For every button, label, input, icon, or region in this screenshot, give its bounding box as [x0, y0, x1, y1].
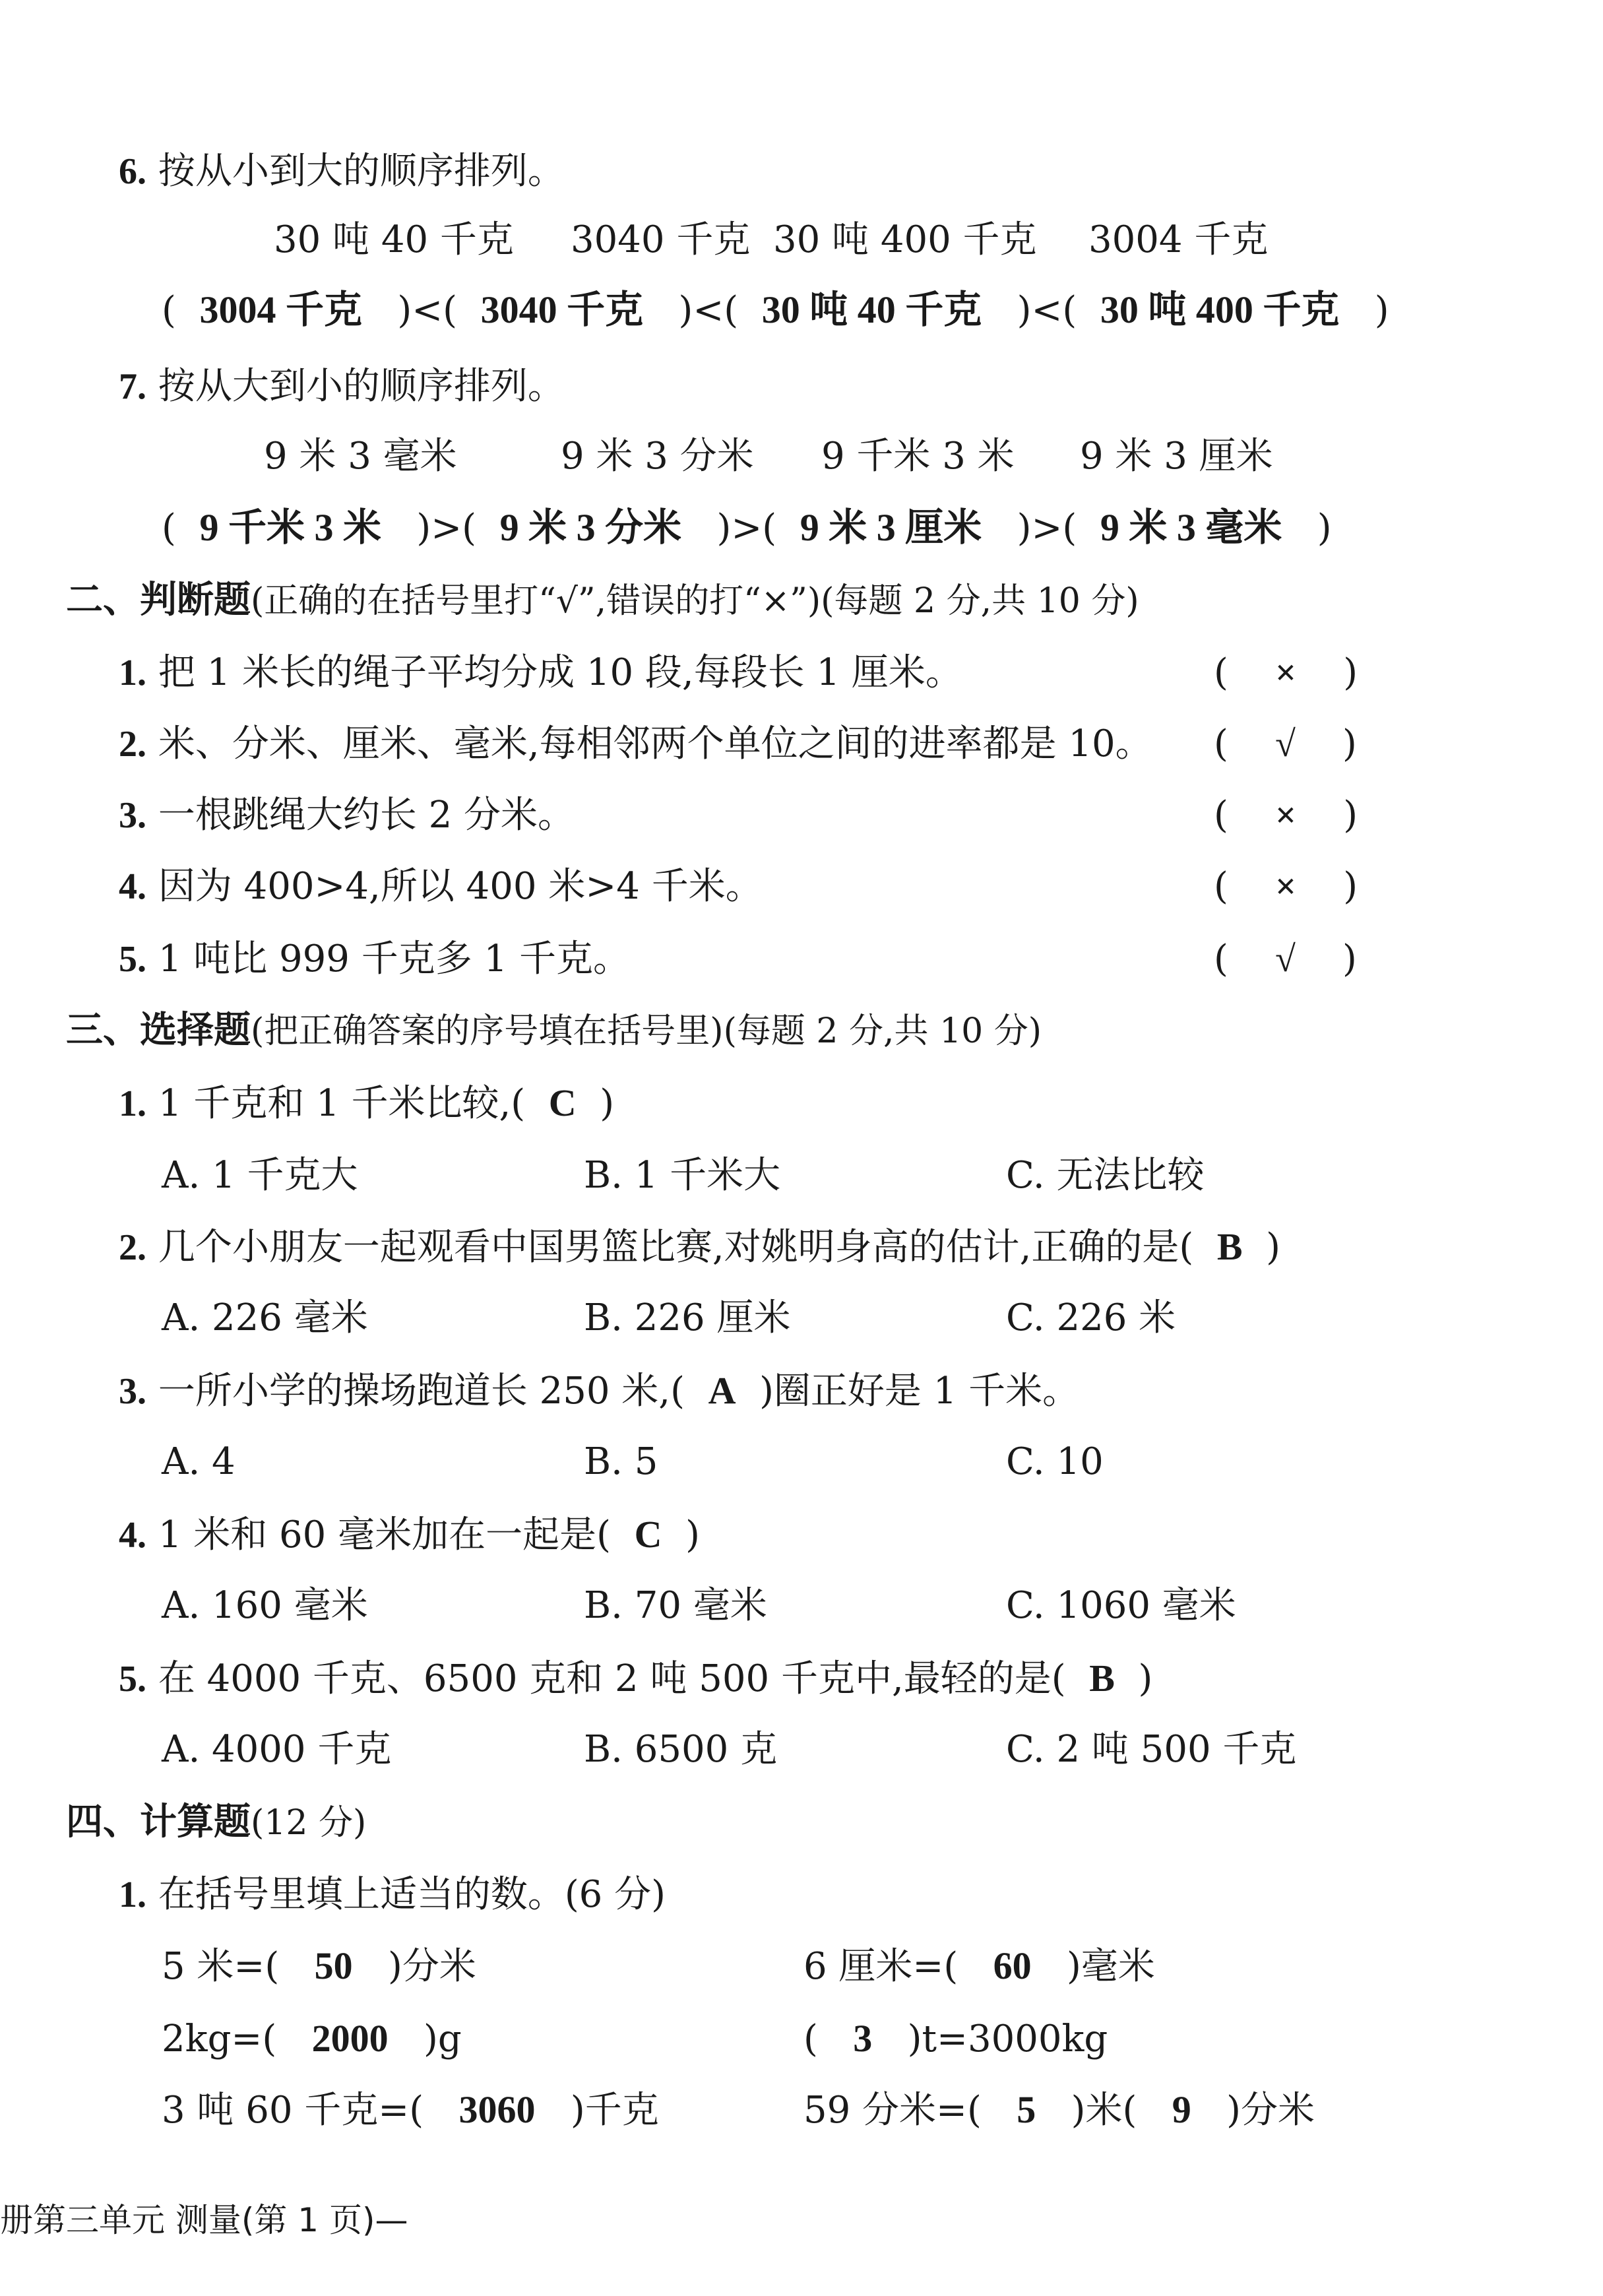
question-text: 米、分米、厘米、毫米,每相邻两个单位之间的进率都是 10。 [158, 722, 1152, 765]
answer-blank: 50 [314, 1944, 353, 1987]
q6-item-4: 3004 千克 [1088, 218, 1269, 261]
question-text: 按从小到大的顺序排列。 [158, 150, 565, 193]
greater-than-sign: > [431, 507, 462, 550]
section-note: (12 分) [251, 1803, 367, 1843]
q6-answer-row: ( 3004 千克 )<( 3040 千克 )<( 30 吨 40 千克 )<( 30 吨 400 千克 ) [162, 288, 1389, 332]
check-mark: √ [1275, 939, 1296, 980]
answer-blank: 5 [1017, 2088, 1036, 2131]
answer-blank: 9 [1172, 2088, 1191, 2131]
greater-than-sign: > [731, 507, 763, 550]
answer-blank: 60 [993, 1944, 1032, 1987]
fill-blank-3: 2kg=( 2000 )g [162, 2017, 462, 2060]
fill-blank-6: 59 分米=( 5 )米( 9 )分米 [803, 2088, 1315, 2132]
question-number: 7. [119, 366, 146, 407]
q7-item-2: 9 米 3 分米 [561, 435, 754, 478]
choice-answer: C [634, 1513, 662, 1556]
answer-blank: 9 千米 3 米 [199, 506, 381, 549]
answer-blank: 9 米 3 毫米 [1100, 506, 1282, 549]
question-7 [119, 362, 565, 412]
option-a: A. 226 毫米 [162, 1296, 368, 1339]
fill-blank-5: 3 吨 60 千克=( 3060 )千克 [162, 2088, 659, 2132]
section-4-heading [66, 1797, 366, 1848]
cross-mark: × [1275, 653, 1296, 693]
less-than-sign: < [412, 289, 443, 332]
answer-blank: 30 吨 400 千克 [1100, 288, 1340, 331]
less-than-sign: < [1031, 289, 1063, 332]
question-number: 4. [119, 1515, 146, 1556]
greater-than-sign: > [1031, 507, 1063, 550]
answer-blank: 9 米 3 分米 [499, 506, 682, 549]
answer-blank: 3060 [458, 2088, 536, 2131]
judge-item-3 [119, 790, 575, 841]
question-number: 1. [119, 653, 146, 693]
answer-blank: 2000 [311, 2017, 389, 2060]
option-a: A. 4000 千克 [162, 1728, 392, 1771]
section-note: (把正确答案的序号填在括号里)(每题 2 分,共 10 分) [251, 1011, 1042, 1051]
q6-item-1: 30 吨 40 千克 [274, 218, 514, 261]
choice-question-3: 3. 一所小学的操场跑道长 250 米,( A )圈正好是 1 千米。 [119, 1369, 1080, 1413]
question-number: 1. [119, 1874, 146, 1915]
question-number: 1. [119, 1083, 146, 1124]
section-2-heading [66, 575, 1139, 626]
check-mark: √ [1275, 724, 1296, 765]
q6-item-2: 3040 千克 [571, 218, 751, 261]
judge-answer-5: ( √ ) [1214, 938, 1357, 980]
option-b: B. 5 [584, 1440, 658, 1483]
question-text: 1 吨比 999 千克多 1 千克。 [158, 938, 630, 980]
section-3-heading [66, 1005, 1042, 1056]
less-than-sign: < [693, 289, 724, 332]
fill-blank-1: 5 米=( 50 )分米 [162, 1944, 476, 1988]
option-c: C. 1060 毫米 [1006, 1584, 1236, 1627]
judge-answer-2: ( √ ) [1214, 722, 1357, 765]
question-text: 在括号里填上适当的数。(6 分) [158, 1873, 666, 1916]
page-footer: 册第三单元 测量(第 1 页)— [0, 2201, 408, 2239]
answer-blank: 3004 千克 [199, 288, 362, 331]
q7-answer-row: ( 9 千米 3 米 )>( 9 米 3 分米 )>( 9 米 3 厘米 )>( 9 米 3 毫米 ) [162, 506, 1332, 550]
option-b: B. 226 厘米 [584, 1296, 791, 1339]
judge-item-5 [119, 934, 630, 984]
option-b: B. 6500 克 [584, 1728, 778, 1771]
choice-question-5: 5. 在 4000 千克、6500 克和 2 吨 500 千克中,最轻的是( B ) [119, 1657, 1153, 1700]
question-number: 5. [119, 939, 146, 980]
question-number: 6. [119, 151, 146, 192]
answer-blank: 30 吨 40 千克 [761, 288, 982, 331]
question-number: 4. [119, 866, 146, 907]
answer-blank: 3 [853, 2017, 873, 2060]
option-b: B. 1 千米大 [584, 1154, 781, 1197]
option-a: A. 160 毫米 [162, 1584, 368, 1627]
question-number: 5. [119, 1659, 146, 1700]
judge-answer-4: ( × ) [1214, 865, 1358, 908]
judge-item-1 [119, 648, 962, 698]
judge-answer-1: ( × ) [1214, 651, 1358, 694]
choice-question-2: 2. 几个小朋友一起观看中国男篮比赛,对姚明身高的估计,正确的是( B ) [119, 1225, 1281, 1269]
choice-answer: B [1216, 1225, 1243, 1268]
section-title: 三、选择题 [66, 1009, 251, 1052]
judge-item-2 [119, 719, 1152, 769]
q7-item-3: 9 千米 3 米 [821, 435, 1015, 478]
q6-item-3: 30 吨 400 千克 [773, 218, 1037, 261]
section-note: (正确的在括号里打“√”,错误的打“×”)(每题 2 分,共 10 分) [251, 581, 1139, 621]
fill-blank-4: ( 3 )t=3000kg [803, 2017, 1108, 2060]
question-text: 因为 400>4,所以 400 米>4 千米。 [158, 865, 763, 908]
question-6 [119, 146, 565, 197]
option-a: A. 1 千克大 [162, 1154, 358, 1197]
cross-mark: × [1275, 795, 1296, 836]
choice-answer: B [1089, 1657, 1115, 1700]
question-text: 把 1 米长的绳子平均分成 10 段,每段长 1 厘米。 [158, 651, 962, 694]
choice-question-4: 4. 1 米和 60 毫米加在一起是( C ) [119, 1513, 700, 1556]
option-c: C. 10 [1006, 1440, 1104, 1483]
question-text: 一根跳绳大约长 2 分米。 [158, 794, 575, 837]
answer-blank: 9 米 3 厘米 [800, 506, 982, 549]
question-number: 3. [119, 795, 146, 836]
option-b: B. 70 毫米 [584, 1584, 767, 1627]
choice-answer: C [548, 1081, 577, 1124]
calc-question-1 [119, 1870, 666, 1920]
option-c: C. 2 吨 500 千克 [1006, 1728, 1297, 1771]
section-title: 二、判断题 [66, 579, 251, 622]
question-number: 3. [119, 1371, 146, 1412]
question-text: 按从大到小的顺序排列。 [158, 365, 565, 408]
option-c: C. 226 米 [1006, 1296, 1176, 1339]
fill-blank-2: 6 厘米=( 60 )毫米 [803, 1944, 1155, 1988]
choice-question-1: 1. 1 千克和 1 千米比较,( C ) [119, 1081, 615, 1125]
choice-answer: A [708, 1369, 736, 1412]
judge-answer-3: ( × ) [1214, 794, 1358, 837]
question-number: 2. [119, 724, 146, 765]
option-a: A. 4 [162, 1440, 236, 1483]
answer-blank: 3040 千克 [480, 288, 644, 331]
judge-item-4 [119, 862, 763, 912]
section-title: 四、计算题 [66, 1801, 251, 1843]
cross-mark: × [1275, 866, 1296, 907]
option-c: C. 无法比较 [1006, 1154, 1205, 1197]
q7-item-4: 9 米 3 厘米 [1080, 435, 1273, 478]
question-number: 2. [119, 1227, 146, 1268]
q7-item-1: 9 米 3 毫米 [264, 435, 457, 478]
